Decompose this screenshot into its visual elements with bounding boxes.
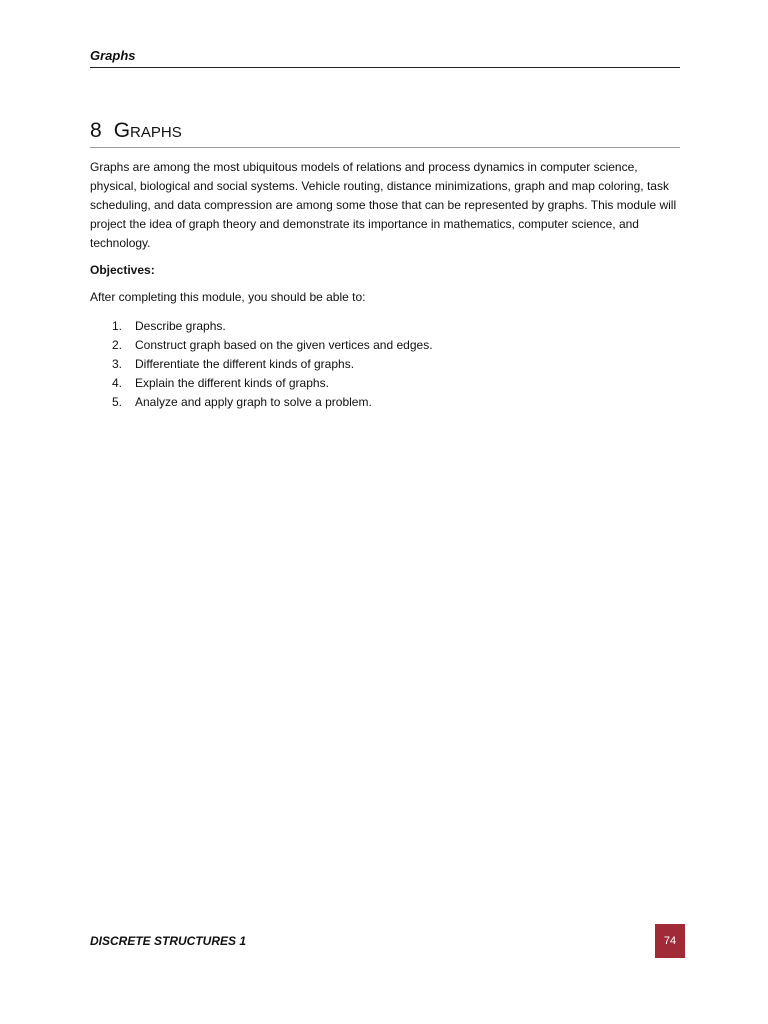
objectives-lead-in: After completing this module, you should be able to: (90, 290, 366, 304)
objective-text: Describe graphs. (135, 319, 226, 333)
objective-number: 2. (112, 338, 123, 352)
page-number: 74 (655, 924, 685, 958)
intro-paragraph: Graphs are among the most ubiquitous models of relations and process dynamics in computer science, physical, biological and social systems. Vehicle routing, distance minimizations, graph and map coloring, task scheduling, and data compression are among some those that can be represented by graphs. This module will project the idea of graph theory and demonstrate its importance in mathematics, computer science, and technology. (90, 160, 677, 250)
objective-number: 4. (112, 376, 123, 390)
objective-item (90, 317, 680, 336)
objective-item (90, 336, 680, 355)
objective-text: Construct graph based on the given vertices and edges. (135, 338, 433, 352)
objective-text: Analyze and apply graph to solve a problem. (135, 395, 372, 409)
objective-text: Explain the different kinds of graphs. (135, 376, 329, 390)
chapter-number: 8 (90, 119, 102, 142)
running-footer: DISCRETE STRUCTURES 1 (90, 934, 247, 948)
objective-item (90, 393, 680, 412)
objective-text: Differentiate the different kinds of graphs. (135, 357, 355, 371)
chapter-title: Graphs (113, 119, 182, 142)
objective-number: 1. (112, 319, 123, 333)
objectives-list (90, 317, 680, 412)
objectives-label: Objectives: (90, 263, 155, 277)
objective-number: 3. (112, 357, 123, 371)
objective-number: 5. (112, 395, 123, 409)
objective-item (90, 374, 680, 393)
chapter-heading (90, 116, 680, 148)
running-header: Graphs (90, 47, 680, 68)
objective-item (90, 355, 680, 374)
chapter-body (90, 158, 680, 412)
